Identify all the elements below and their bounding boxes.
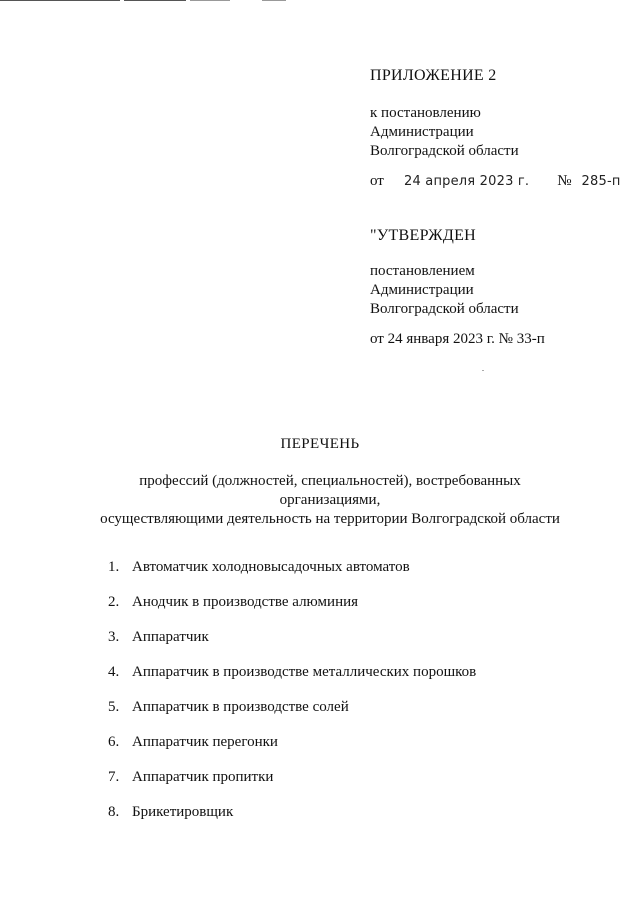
list-item-number: 2.: [108, 594, 120, 610]
list-item: [108, 698, 476, 733]
list-item-text: Брикетировщик: [132, 804, 234, 820]
approved-date: от 24 января 2023 г. № 33-п: [370, 331, 545, 347]
list-item-number: 3.: [108, 629, 120, 645]
approved-by-block: [370, 262, 519, 319]
list-item: [108, 593, 476, 628]
list-item-number: 8.: [108, 804, 120, 820]
list-item-text: Аппаратчик в производстве солей: [132, 699, 349, 715]
list-item-number: 7.: [108, 769, 120, 785]
profession-list: [108, 558, 476, 838]
appendix-title: ПРИЛОЖЕНИЕ 2: [370, 67, 497, 84]
list-subtitle-line: профессий (должностей, специальностей), востребованных организациями,: [139, 473, 521, 508]
list-subtitle: [90, 472, 570, 529]
appendix-reference-line: к постановлению: [370, 105, 481, 121]
appendix-date-row: [370, 172, 621, 191]
scan-artifact-line: [190, 0, 230, 1]
scan-artifact-line: [0, 0, 120, 1]
list-item: [108, 768, 476, 803]
list-item-text: Аппаратчик пропитки: [132, 769, 274, 785]
list-item: [108, 803, 476, 838]
scan-speck: [482, 370, 484, 371]
list-item-number: 6.: [108, 734, 120, 750]
approved-by-line: Волгоградской области: [370, 301, 519, 317]
list-item-number: 4.: [108, 664, 120, 680]
handwritten-date: 24 апреля 2023 г.: [404, 174, 530, 189]
list-item-number: 1.: [108, 559, 120, 575]
list-item-text: Анодчик в производстве алюминия: [132, 594, 359, 610]
appendix-reference-line: Волгоградской области: [370, 143, 519, 159]
list-item: [108, 558, 476, 593]
list-item-text: Аппаратчик в производстве металлических порошков: [132, 664, 477, 680]
list-subtitle-line: осуществляющими деятельность на территории Волгоградской области: [100, 511, 560, 527]
list-item: [108, 663, 476, 698]
list-item: [108, 733, 476, 768]
scan-artifact-line: [262, 0, 286, 1]
handwritten-number: 285-п: [581, 174, 621, 189]
list-title: ПЕРЕЧЕНЬ: [280, 436, 360, 452]
list-item-text: Аппаратчик: [132, 629, 209, 645]
list-item: [108, 628, 476, 663]
number-sign: №: [557, 173, 572, 189]
approved-title: "УТВЕРЖДЕН: [370, 227, 476, 244]
approved-by-line: Администрации: [370, 282, 474, 298]
list-item-number: 5.: [108, 699, 120, 715]
from-label: от: [370, 173, 384, 189]
appendix-reference: [370, 104, 519, 161]
approved-by-line: постановлением: [370, 263, 475, 279]
list-item-text: Автоматчик холодновысадочных автоматов: [132, 559, 410, 575]
appendix-reference-line: Администрации: [370, 124, 474, 140]
scan-artifact-line: [124, 0, 186, 1]
list-item-text: Аппаратчик перегонки: [132, 734, 278, 750]
